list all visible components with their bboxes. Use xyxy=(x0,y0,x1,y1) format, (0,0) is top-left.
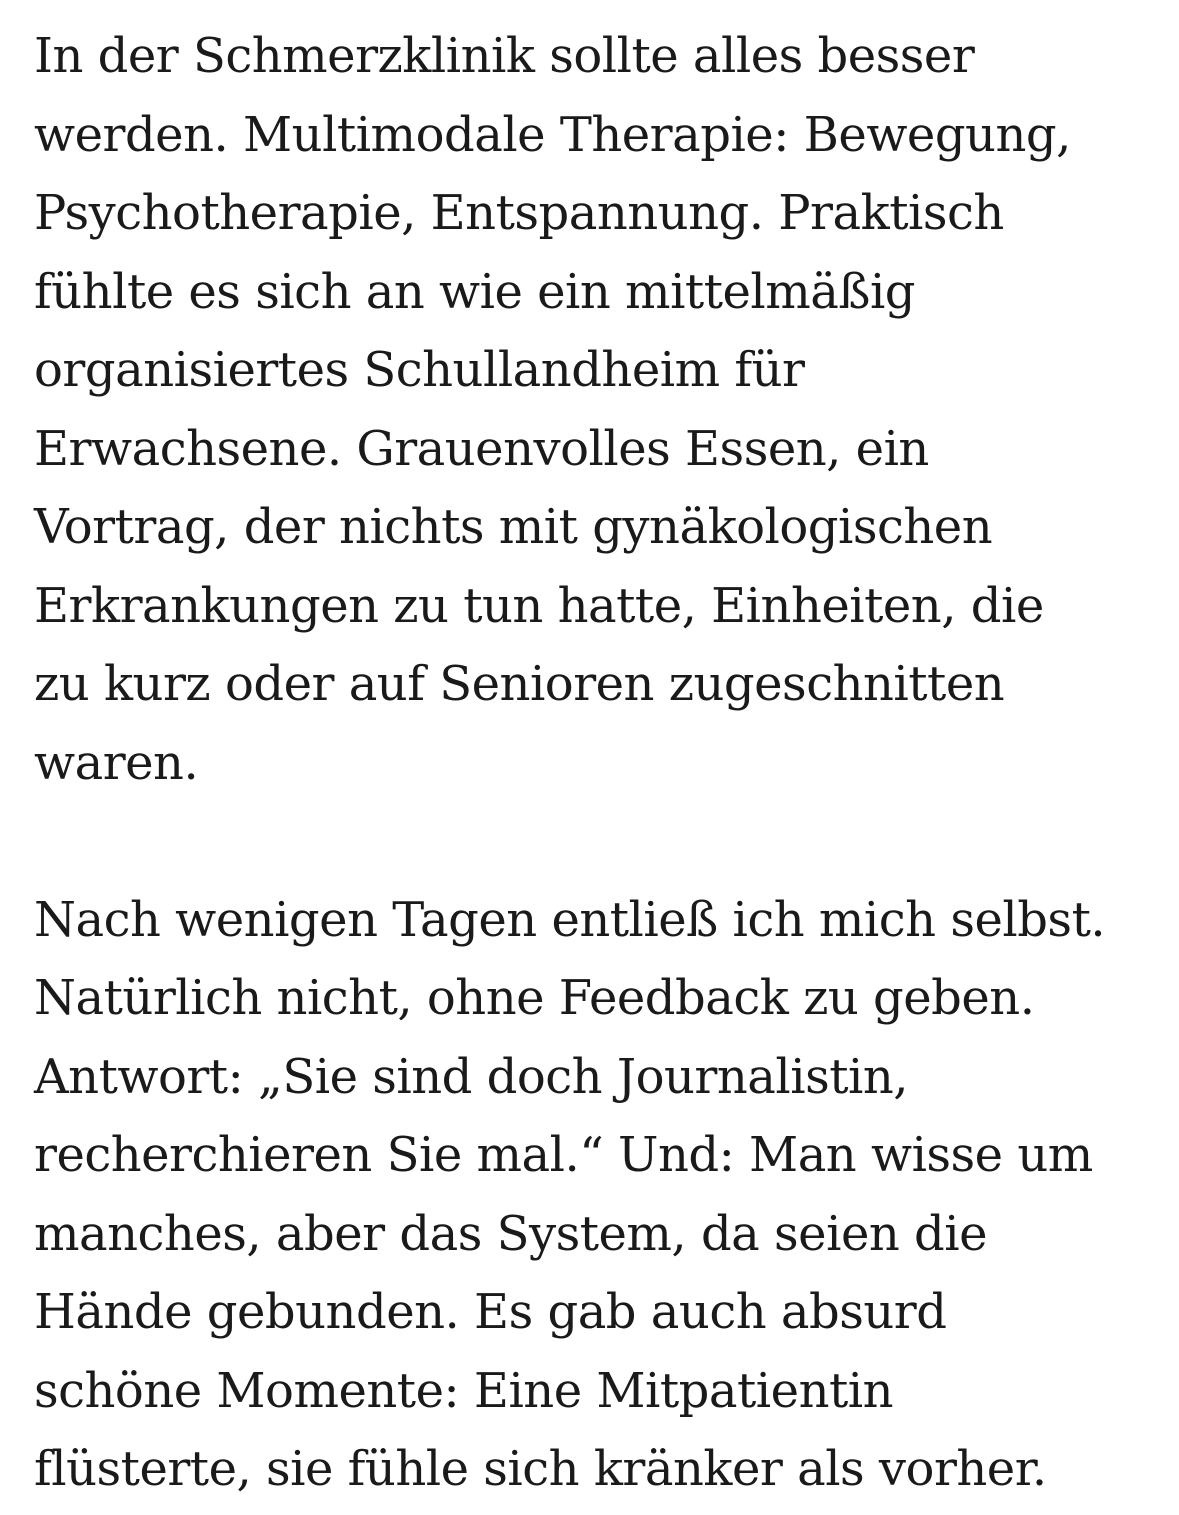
text-line: Hände gebunden. Es gab auch absurd xyxy=(34,1284,947,1340)
text-line: Natürlich nicht, ohne Feedback zu geben. xyxy=(34,970,1035,1026)
text-line: flüsterte, sie fühle sich kränker als vorher. xyxy=(34,1441,1047,1497)
text-line: Nach wenigen Tagen entließ ich mich selbst. xyxy=(34,891,1106,948)
text-line: fühlte es sich an wie ein mittelmäßig xyxy=(34,263,916,320)
text-line: zu kurz oder auf Senioren zugeschnitten xyxy=(34,656,1005,712)
text-line: werden. Multimodale Therapie: Bewegung, xyxy=(34,106,1071,163)
text-line: organisiertes Schullandheim für xyxy=(34,342,805,398)
article-body xyxy=(34,17,1164,1509)
text-line: manches, aber das System, da seien die xyxy=(34,1205,987,1262)
text-line: recherchieren Sie mal.“ Und: Man wisse um xyxy=(34,1127,1093,1183)
paragraph-spacer xyxy=(34,802,1164,881)
paragraph-1 xyxy=(34,17,1164,802)
text-line: schöne Momente: Eine Mitpatientin xyxy=(34,1362,894,1419)
text-line: Vortrag, der nichts mit gynäkologischen xyxy=(34,499,993,555)
text-line: In der Schmerzklinik sollte alles besser xyxy=(34,28,975,84)
text-line: Erwachsene. Grauenvolles Essen, ein xyxy=(34,420,929,477)
paragraph-2 xyxy=(34,881,1164,1509)
text-line: Psychotherapie, Entspannung. Praktisch xyxy=(34,185,1004,241)
text-line: Antwort: „Sie sind doch Journalistin, xyxy=(34,1048,909,1105)
text-line: Erkrankungen zu tun hatte, Einheiten, die xyxy=(34,577,1044,634)
text-line: waren. xyxy=(34,734,199,791)
